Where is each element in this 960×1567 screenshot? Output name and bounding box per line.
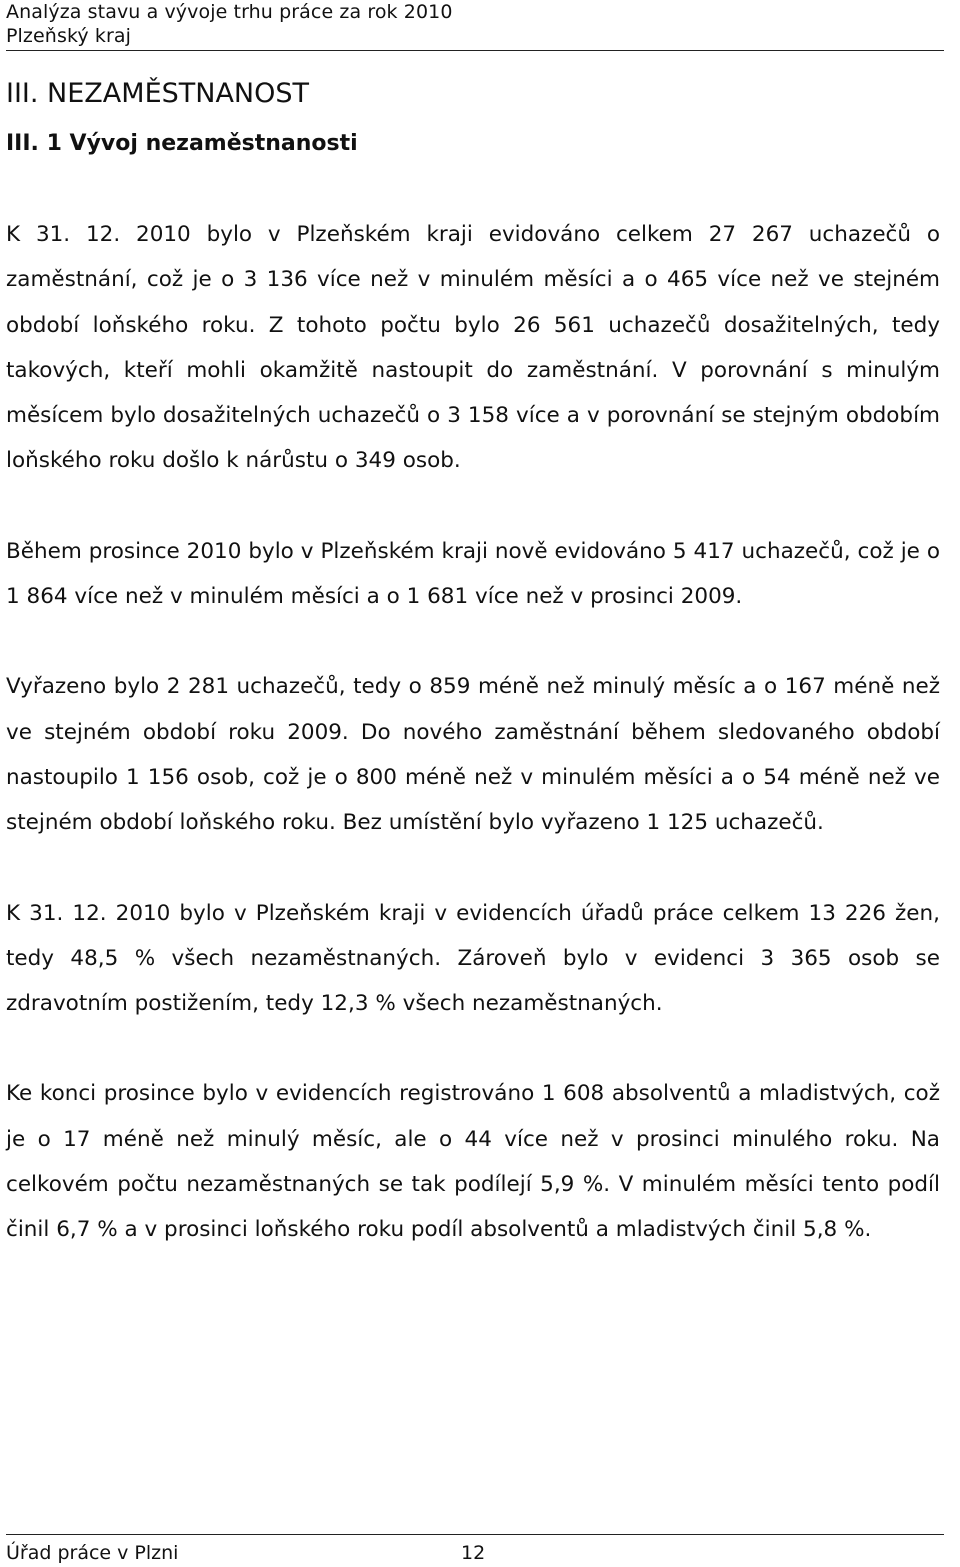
page-header <box>6 0 944 51</box>
paragraph: K 31. 12. 2010 bylo v Plzeňském kraji evidováno celkem 27 267 uchazečů o zaměstnání, což je o 3 136 více než v minulém měsíci a o 465 více než ve stejném období loňského roku. Z tohoto počtu bylo 26 561 uchazečů dosažitelných, tedy takových, kteří mohli okamžitě nastoupit do zaměstnání. V porovnání s minulým měsícem bylo dosažitelných uchazečů o 3 158 více a v porovnání se stejným obdobím loňského roku došlo k nárůstu o 349 osob. <box>6 222 940 474</box>
page-number: 12 <box>461 1542 486 1564</box>
paragraph: K 31. 12. 2010 bylo v Plzeňském kraji v evidencích úřadů práce celkem 13 226 žen, tedy 48,5 % všech nezaměstnaných. Zároveň bylo v evidenci 3 365 osob se zdravotním postižením, tedy 12,3 % všech nezaměstnaných. <box>6 900 940 1017</box>
header-title: Analýza stavu a vývoje trhu práce za rok 2010 <box>6 1 453 23</box>
page-footer <box>6 1534 944 1565</box>
section-title: III. 1 Vývoj nezaměstnanosti <box>6 131 358 156</box>
paragraph: Ke konci prosince bylo v evidencích registrováno 1 608 absolventů a mladistvých, což je o 17 méně než minulý měsíc, ale o 44 více než v prosinci minulého roku. Na celkovém počtu nezaměstnaných se tak podílejí 5,9 %. V minulém měsíci tento podíl činil 6,7 % a v prosinci loňského roku podíl absolventů a mladistvých činil 5,8 %. <box>6 1081 940 1243</box>
paragraph: Během prosince 2010 bylo v Plzeňském kraji nově evidováno 5 417 uchazečů, což je o 1 864 více než v minulém měsíci a o 1 681 více než v prosinci 2009. <box>6 538 940 610</box>
chapter-title: III. NEZAMĚSTNANOST <box>6 78 310 109</box>
footer-office: Úřad práce v Plzni <box>6 1542 179 1564</box>
header-region: Plzeňský kraj <box>6 25 131 47</box>
body-text <box>6 212 940 1298</box>
paragraph: Vyřazeno bylo 2 281 uchazečů, tedy o 859 méně než minulý měsíc a o 167 méně než ve stejném období roku 2009. Do nového zaměstnání během sledovaného období nastoupilo 1 156 osob, což je o 800 méně než v minulém měsíci a o 54 méně než ve stejném období loňského roku. Bez umístění bylo vyřazeno 1 125 uchazečů. <box>6 674 940 836</box>
